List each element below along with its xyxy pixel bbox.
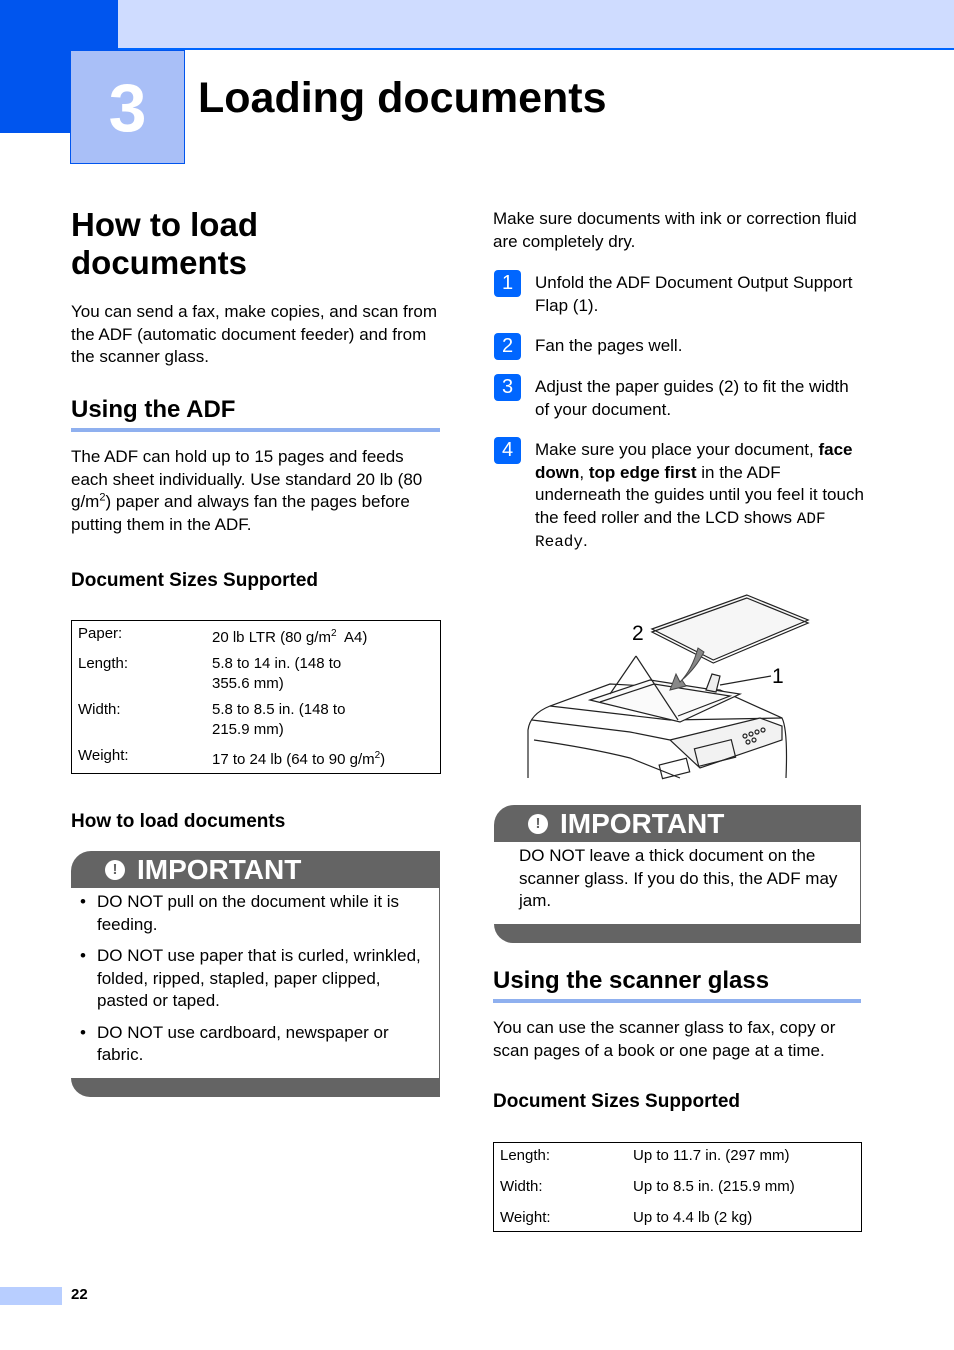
adf-sizes-heading: Document Sizes Supported <box>71 570 319 591</box>
step-number: 3 <box>494 374 521 401</box>
header-rule <box>118 48 954 50</box>
important-header: ! IMPORTANT <box>494 805 861 842</box>
important-text: DO NOT leave a thick document on the scanner glass. If you do this, the ADF may jam. <box>519 846 838 910</box>
paper-value: 20 lb LTR (80 $g/m^2$ A4) <box>212 628 368 646</box>
callout-1: 1 <box>772 665 784 688</box>
length-value: Up to 11.7 in. (297 mm) <box>633 1147 790 1164</box>
table-row <box>494 1200 862 1232</box>
weight-value: Up to 4.4 lb (2 kg) <box>633 1209 753 1226</box>
important-footer <box>494 924 861 943</box>
width-value: 5.8 to 8.5 in. (148 to 215.9 mm) <box>212 701 346 738</box>
paper-label: Paper: <box>78 625 123 642</box>
table-row <box>494 1169 862 1200</box>
glass-sizes-table <box>493 1142 862 1232</box>
step-text: Unfold the ADF Document Output Support Flap (1). <box>535 273 853 315</box>
step-3 <box>494 374 864 424</box>
important-footer <box>71 1078 440 1097</box>
length-label: Length: <box>500 1147 551 1164</box>
adf-paragraph: The ADF can hold up to 15 pages and feeds each sheet individually. Use standard 20 lb (80 $g/m^2$) paper and always fan the pages before putting them in the ADF. <box>71 447 423 534</box>
intro-paragraph: You can send a fax, make copies, and scan from the ADF (automatic document feeder) and from the scanner glass. <box>71 302 438 366</box>
table-row <box>494 1143 862 1170</box>
length-value: 5.8 to 14 in. (148 to 355.6 mm) <box>212 655 342 692</box>
important-border <box>860 842 861 924</box>
list-item: • DO NOT use cardboard, newspaper or fabric. <box>71 1022 436 1067</box>
section-title-line1: How to load <box>71 206 258 243</box>
list-item: • DO NOT use paper that is curled, wrinkled, folded, ripped, stapled, paper clipped, pasted or taped. <box>71 945 436 1013</box>
step-number: 2 <box>494 333 521 360</box>
adf-sizes-table <box>71 620 441 774</box>
adf-illustration <box>520 590 820 780</box>
important-list <box>71 891 436 1076</box>
width-value: Up to 8.5 in. (215.9 mm) <box>633 1178 795 1195</box>
table-row <box>72 697 441 743</box>
adf-heading: Using the ADF <box>71 396 440 432</box>
howto-heading: How to load documents <box>71 811 286 832</box>
step-number: 1 <box>494 270 521 297</box>
weight-value: 17 to 24 lb (64 to 90 $g/m^2$) <box>212 750 386 768</box>
important-border <box>439 888 440 1078</box>
page-number: 22 <box>71 1286 88 1303</box>
table-row <box>72 621 441 652</box>
dry-note: Make sure documents with ink or correction fluid are completely dry. <box>493 209 857 251</box>
weight-label: Weight: <box>500 1209 551 1226</box>
table-row <box>72 743 441 774</box>
callout-2: 2 <box>632 622 644 645</box>
exclamation-icon: ! <box>528 814 548 834</box>
footer-tab <box>0 1287 62 1305</box>
glass-sizes-heading: Document Sizes Supported <box>493 1091 741 1112</box>
table-row <box>72 651 441 697</box>
section-title-line2: documents <box>71 244 248 281</box>
chapter-title: Loading documents <box>198 74 607 122</box>
length-label: Length: <box>78 655 129 672</box>
step-text: Make sure you place your document, face down, top edge first in the ADF underneath the guides until you feel it touch the feed roller and the LCD shows ADF Ready. <box>535 440 864 551</box>
step-number: 4 <box>494 437 521 464</box>
step-text: Adjust the paper guides (2) to fit the width of your document. <box>535 377 849 419</box>
step-4 <box>494 437 864 557</box>
glass-heading: Using the scanner glass <box>493 967 861 1003</box>
step-1 <box>494 270 864 320</box>
step-2 <box>494 333 864 361</box>
glass-paragraph: You can use the scanner glass to fax, copy or scan pages of a book or one page at a time. <box>493 1018 836 1060</box>
important-header: ! IMPORTANT <box>71 851 440 888</box>
width-label: Width: <box>500 1178 543 1195</box>
list-item: • DO NOT pull on the document while it is feeding. <box>71 891 436 936</box>
weight-label: Weight: <box>78 747 129 764</box>
width-label: Width: <box>78 701 121 718</box>
exclamation-icon: ! <box>105 860 125 880</box>
header-band <box>0 0 954 49</box>
step-text: Fan the pages well. <box>535 336 683 355</box>
section-title <box>71 206 258 282</box>
chapter-number: 3 <box>70 50 185 164</box>
printer-illustration <box>520 590 820 780</box>
lcd-message: ADF Ready <box>535 509 826 551</box>
